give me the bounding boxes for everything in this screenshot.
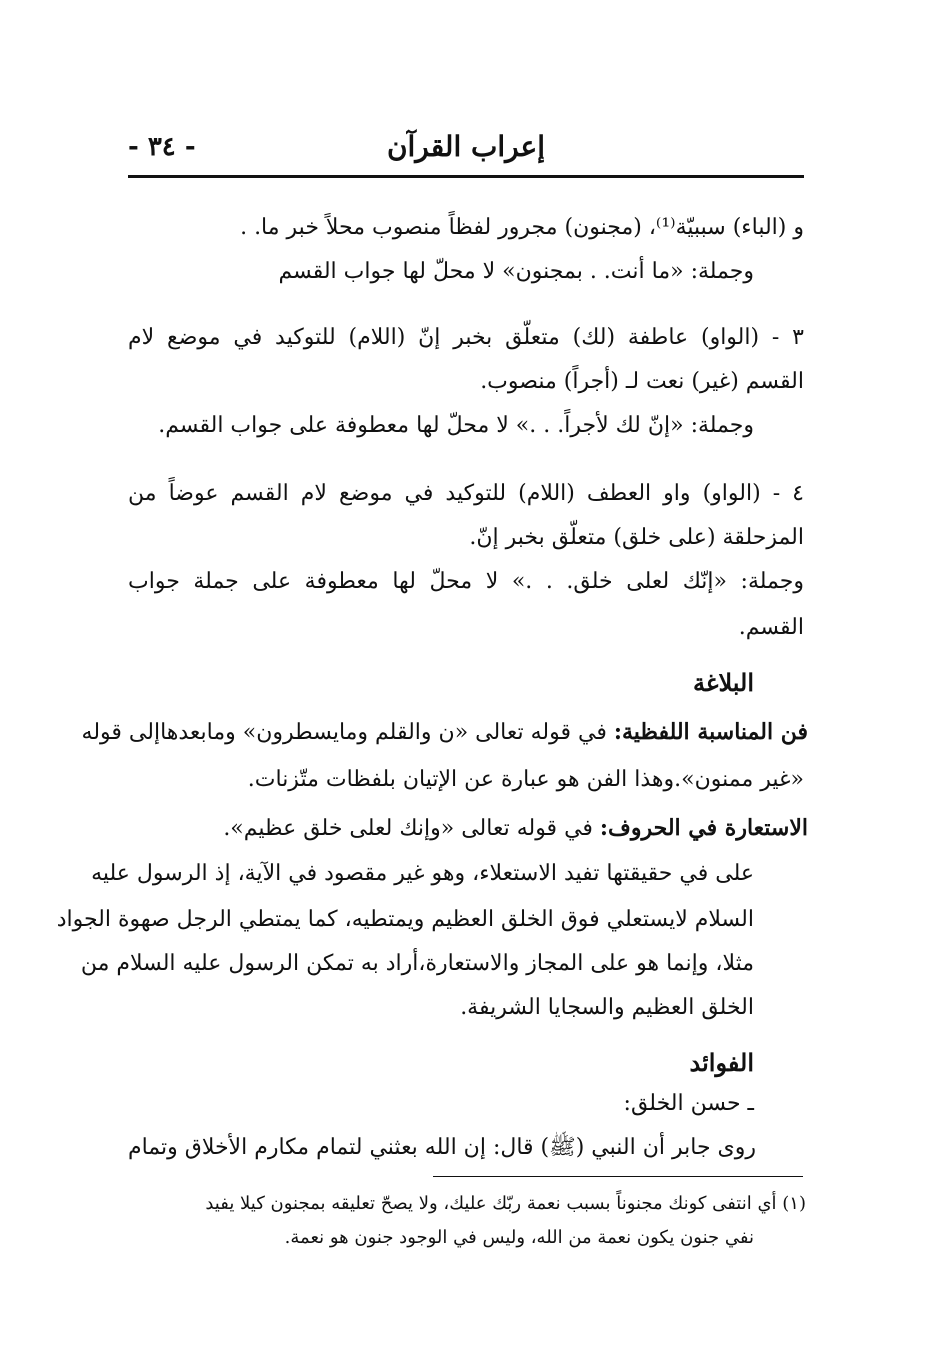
item-4-line: وجملة: «إنّك لعلى خلق. . .» لا محلّ لها معطوفة على جملة جواب [128, 569, 804, 594]
item-4-line: القسم. [738, 615, 804, 640]
term-label: فن المناسبة اللفظية: [613, 719, 808, 745]
item-3-line: ٣ - (الواو) عاطفة (لك) متعلّق بخبر إنّ (اللام) للتوكيد في موضع لام [128, 325, 804, 350]
section-heading-fawaid: الفوائد [689, 1048, 754, 1077]
item-4-line: المزحلقة (على خلق) متعلّق بخبر إنّ. [469, 525, 804, 550]
balagha-line: السلام لايستعلي فوق الخلق العظيم ويمتطيه، كما يمتطي الرجل صهوة الجواد [56, 907, 754, 932]
term-label: الاستعارة في الحروف: [599, 815, 808, 841]
footnote-rule [433, 1176, 803, 1177]
text-span: في قوله تعالى «وإنك لعلى خلق عظيم». [223, 816, 600, 841]
footnote-line: نفي جنون يكون نعمة من الله، وليس في الوجود جنون هو نعمة. [284, 1227, 754, 1248]
fawaid-subheading: ـ حسن الخلق: [623, 1091, 754, 1116]
page-number: - ٣٤ - [128, 132, 196, 162]
balagha-line: مثلا، وإنما هو على المجاز والاستعارة،أراد به تمكن الرسول عليه السلام من [80, 951, 754, 976]
balagha-line [132, 812, 808, 845]
balagha-line: الخلق العظيم والسجايا الشريفة. [460, 995, 754, 1020]
balagha-line [81, 716, 808, 749]
text-span: في قوله تعالى «ن والقلم ومايسطرون» ومابعدهاإلى قوله [81, 720, 614, 745]
balagha-line: «غير ممنون».وهذا الفن هو عبارة عن الإتيان بلفظات متّزنات. [247, 767, 804, 792]
item-3-line: القسم (غير) نعت لـ (أجراً) منصوب. [480, 369, 804, 394]
text-line: و (الباء) سببيّة⁽¹⁾، (مجنون) مجرور لفظاً منصوب محلاً خبر ما. . [240, 215, 804, 240]
balagha-line: على في حقيقتها تفيد الاستعلاء، وهو غير مقصود في الآية، إذ الرسول عليه [91, 861, 754, 886]
item-4-line: ٤ - (الواو) واو العطف (اللام) للتوكيد في موضع لام القسم عوضاً من [128, 481, 804, 506]
item-3-line: وجملة: «إنّ لك لأجراً. . .» لا محلّ لها معطوفة على جواب القسم. [158, 413, 754, 438]
header-rule [128, 175, 804, 178]
fawaid-line: روى جابر أن النبي (ﷺ) قال: إن الله بعثني لتمام مكارم الأخلاق وتمام [127, 1135, 756, 1160]
text-line: وجملة: «ما أنت. . بمجنون» لا محلّ لها جواب القسم [278, 259, 754, 284]
footnote-line: (١) أي انتفى كونك مجنوناً بسبب نعمة ربّك عليك، ولا يصحّ تعليقه بمجنون كيلا يفيد [205, 1193, 806, 1214]
book-title: إعراب القرآن [386, 130, 546, 163]
page-header [128, 128, 804, 178]
section-heading-balagha: البلاغة [693, 668, 754, 697]
